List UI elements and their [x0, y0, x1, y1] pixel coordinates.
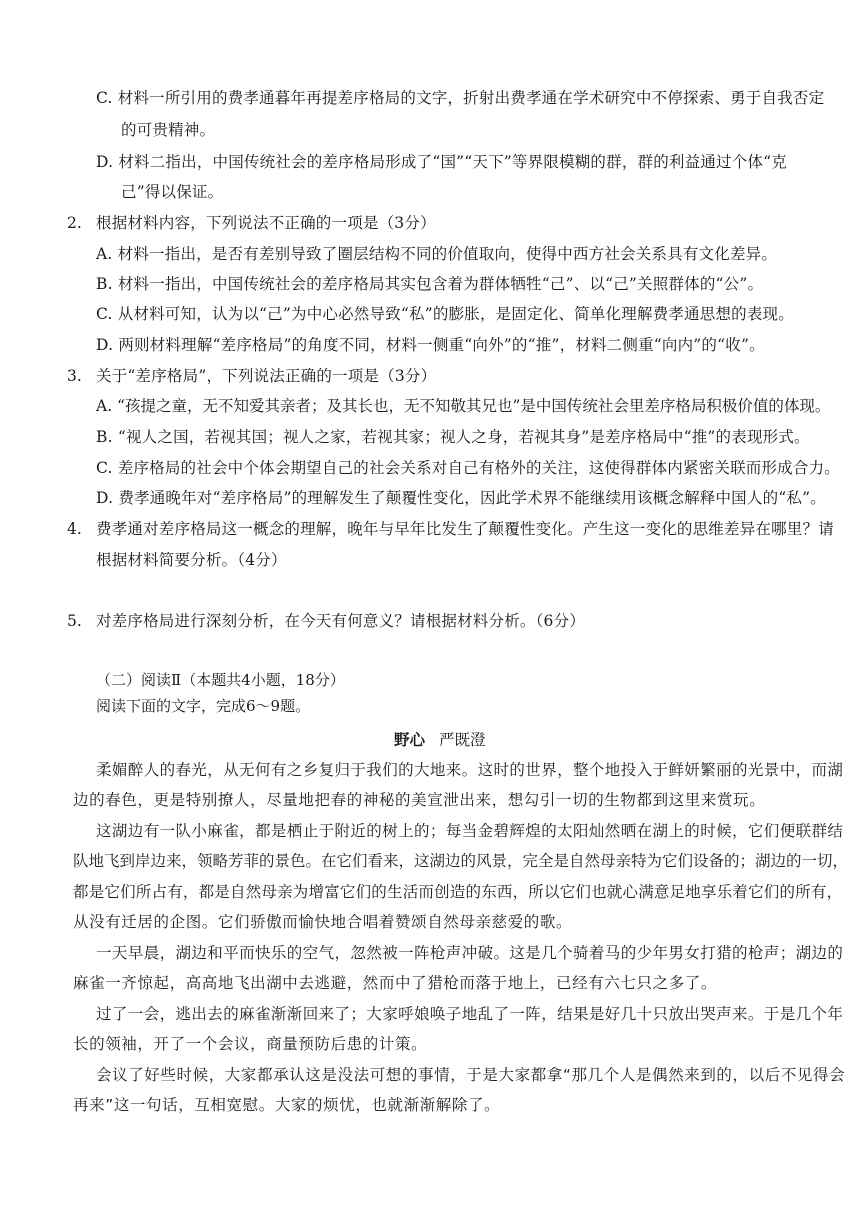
q1-option-d-line1: D. 材料二指出，中国传统社会的差序格局形成了“国”“天下”等界限模糊的群，群的利益通过个体“克 — [96, 153, 787, 171]
q5-number: 5. — [67, 612, 82, 630]
q2-stem: 根据材料内容，下列说法不正确的一项是（3分） — [96, 214, 436, 232]
story-p2-line3: 都是它们所占有，都是自然母亲为增富它们的生活而创造的东西，所以它们也就心满意足地享乐着它们的所有， — [73, 883, 843, 901]
story-p2-line4: 从没有迁居的企图。它们骄傲而愉快地合唱着赞颂自然母亲慈爱的歌。 — [73, 913, 573, 931]
q2-option-a: A. 材料一指出，是否有差别导致了圈层结构不同的价值取向，使得中西方社会关系具有文化差异。 — [96, 245, 778, 263]
q3-number: 3. — [67, 367, 82, 385]
story-p1-line1: 柔媚醉人的春光，从无何有之乡复归于我们的大地来。这时的世界，整个地投入于鲜妍繁丽的光景中，而湖 — [96, 761, 844, 779]
q3-option-c: C. 差序格局的社会中个体会期望自己的社会关系对自己有格外的关注，这使得群体内紧密关联而形成合力。 — [96, 459, 840, 477]
story-p2-line2: 队地飞到岸边来，领略芳菲的景色。在它们看来，这湖边的风景，完全是自然母亲特为它们设备的；湖边的一切， — [73, 852, 849, 870]
section-heading: （二）阅读Ⅱ（本题共4小题，18分） — [96, 671, 345, 689]
q3-option-a: A. “孩提之童，无不知爱其亲者；及其长也，无不知敬其兄也”是中国传统社会里差序格局积极价值的体现。 — [96, 397, 831, 415]
story-title-text: 野心 — [394, 730, 426, 749]
q2-number: 2. — [67, 214, 82, 232]
q3-option-b: B. “视人之国，若视其国；视人之家，若视其家；视人之身，若视其身”是差序格局中“推”的表现形式。 — [96, 428, 810, 446]
q5-stem: 对差序格局进行深刻分析，在今天有何意义？请根据材料分析。（6分） — [96, 612, 586, 630]
story-title — [394, 730, 486, 750]
q2-option-c: C. 从材料可知，认为以“己”为中心必然导致“私”的膨胀，是固定化、简单化理解费孝通思想的表现。 — [96, 305, 794, 323]
q2-option-b: B. 材料一指出，中国传统社会的差序格局其实包含着为群体牺牲“己”、以“己”关照群体的“公”。 — [96, 275, 764, 293]
q4-stem-line1: 费孝通对差序格局这一概念的理解，晚年与早年比发生了颠覆性变化。产生这一变化的思维差异在哪里？请 — [96, 520, 834, 538]
story-p3-line1: 一天早晨，湖边和平而快乐的空气，忽然被一阵枪声冲破。这是几个骑着马的少年男女打猎的枪声；湖边的 — [96, 944, 844, 962]
story-p2-line1: 这湖边有一队小麻雀，都是栖止于附近的树上的；每当金碧辉煌的太阳灿然晒在湖上的时候，它们便联群结 — [96, 822, 844, 840]
q1-option-c-line2: 的可贵精神。 — [121, 121, 216, 139]
story-p3-line2: 麻雀一齐惊起，高高地飞出湖中去逃避，然而中了猎枪而落于地上，已经有六七只之多了。 — [73, 974, 718, 992]
q4-number: 4. — [67, 520, 82, 538]
q2-option-d: D. 两则材料理解“差序格局”的角度不同，材料一侧重“向外”的“推”，材料二侧重“向内”的“收”。 — [96, 336, 765, 354]
q3-stem: 关于“差序格局”，下列说法正确的一项是（3分） — [96, 367, 437, 385]
story-p1-line2: 边的春色，更是特别撩人，尽量地把春的神秘的美宣泄出来，想勾引一切的生物都到这里来赏玩。 — [73, 791, 766, 809]
story-p5-line2: 再来”这一句话，互相宽慰。大家的烦忧，也就渐渐解除了。 — [73, 1096, 501, 1114]
story-p5-line1: 会议了好些时候，大家都承认这是没法可想的事情，于是大家都拿“那几个人是偶然来到的，以后不见得会 — [96, 1066, 846, 1084]
story-author: 严既澄 — [439, 731, 486, 749]
story-p4-line2: 长的领袖，开了一个会议，商量预防后患的计策。 — [73, 1035, 428, 1053]
q1-option-c-line1: C. 材料一所引用的费孝通暮年再提差序格局的文字，折射出费孝通在学术研究中不停探索、勇于自我否定 — [96, 89, 825, 107]
section-instruction: 阅读下面的文字，完成6～9题。 — [96, 697, 311, 715]
q4-stem-line2: 根据材料简要分析。（4分） — [96, 551, 287, 569]
q3-option-d: D. 费孝通晚年对“差序格局”的理解发生了颠覆性变化，因此学术界不能继续用该概念解释中国人的“私”。 — [96, 489, 826, 507]
story-p4-line1: 过了一会，逃出去的麻雀渐渐回来了；大家呼娘唤子地乱了一阵，结果是好几十只放出哭声来。于是几个年 — [96, 1005, 844, 1023]
q1-option-d-line2: 己”得以保证。 — [121, 183, 224, 201]
